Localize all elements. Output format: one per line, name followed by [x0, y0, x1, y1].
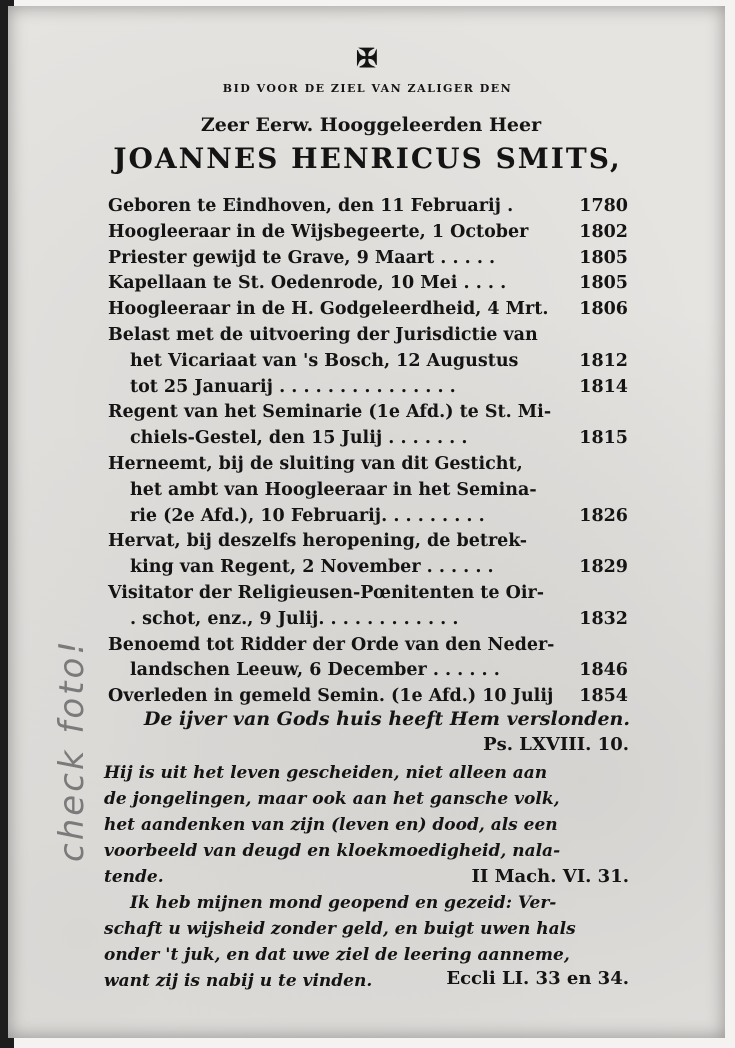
quote1-line: Hij is uit het leven gescheiden, niet alleen aan [104, 763, 548, 783]
timeline-entry [108, 323, 628, 347]
quote1-line: tende. [104, 867, 164, 887]
timeline-year: 1832 [579, 608, 628, 629]
quote1-line: voorbeeld van deugd en kloekmoedigheid, nala- [104, 841, 561, 861]
timeline-entry [130, 478, 628, 502]
timeline-entry [130, 426, 628, 450]
timeline-year: 1829 [579, 557, 628, 578]
timeline-entry [130, 555, 628, 579]
timeline-entry [130, 375, 628, 399]
quote1-line: het aandenken van zijn (leven en) dood, als een [104, 815, 558, 835]
timeline-text: Regent van het Seminarie (1e Afd.) te St. Mi- [108, 402, 552, 423]
timeline-entry [108, 633, 628, 657]
timeline-year: 1805 [579, 247, 628, 268]
timeline-year: 1802 [579, 221, 628, 242]
timeline-text: Belast met de uitvoering der Jurisdictie van [108, 325, 538, 345]
quote2-reference: Eccli LI. 33 en 34. [446, 968, 629, 989]
timeline-entry [108, 220, 628, 244]
timeline-text: Benoemd tot Ridder der Orde van den Neder- [108, 634, 555, 655]
timeline-text: chiels-Gestel, den 15 Julij . . . . . . . [130, 428, 468, 449]
quote2-line: schaft u wijsheid zonder geld, en buigt uwen hals [104, 919, 576, 939]
quote2-line: Ik heb mijnen mond geopend en gezeid: Ver- [130, 893, 557, 913]
timeline-entry [108, 271, 628, 295]
timeline-entry [108, 581, 628, 605]
motto-reference: Ps. LXVIII. 10. [483, 734, 629, 755]
scripture-motto: De ijver van Gods huis heeft Hem verslonden. [143, 708, 630, 730]
timeline-entry [108, 297, 628, 321]
timeline-entry [108, 529, 628, 553]
timeline-text: het Vicariaat van 's Bosch, 12 Augustus [130, 350, 519, 371]
timeline-text: Priester gewijd te Grave, 9 Maart . . . . . [108, 247, 496, 268]
cross-icon: ✠ [356, 44, 378, 74]
timeline-year: 1814 [579, 376, 628, 397]
timeline-entry [130, 349, 628, 373]
timeline-text: Hoogleeraar in de H. Godgeleerdheid, 4 Mrt. [108, 299, 549, 320]
timeline-text: rie (2e Afd.), 10 Februarij. . . . . . . . . [130, 505, 485, 526]
timeline-text: king van Regent, 2 November . . . . . . [130, 557, 494, 578]
timeline-text: het ambt van Hoogleeraar in het Semina- [130, 479, 537, 500]
timeline-entry [108, 684, 628, 708]
timeline-text: Herneemt, bij de sluiting van dit Gesticht, [108, 454, 523, 474]
timeline-text: Visitator der Religieusen-Pœnitenten te Oir- [108, 583, 544, 603]
deceased-name: JOANNES HENRICUS SMITS, [113, 142, 622, 175]
timeline-text: Hoogleeraar in de Wijsbegeerte, 1 October [108, 221, 529, 242]
timeline-year: 1846 [579, 660, 628, 681]
quote1-reference: II Mach. VI. 31. [471, 866, 629, 887]
quote2-line: want zij is nabij u te vinden. [104, 971, 373, 991]
quote1-line: de jongelingen, maar ook aan het gansche volk, [104, 789, 560, 809]
timeline-text: tot 25 Januarij . . . . . . . . . . . . . . . [130, 376, 456, 397]
timeline-year: 1854 [579, 686, 628, 707]
prayer-line: BID VOOR DE ZIEL VAN ZALIGER DEN [222, 82, 513, 95]
timeline-year: 1815 [579, 428, 628, 449]
timeline-entry [108, 194, 628, 218]
timeline-entry [108, 246, 628, 270]
timeline-year: 1806 [579, 299, 628, 320]
timeline-text: landschen Leeuw, 6 December . . . . . . [130, 660, 500, 681]
handwritten-note: check foto! [51, 638, 92, 862]
timeline-year: 1780 [579, 196, 628, 216]
timeline-year: 1805 [579, 273, 628, 294]
timeline-year: 1812 [579, 350, 628, 371]
timeline-entry [108, 400, 628, 424]
quote2-line: onder 't juk, en dat uwe ziel de leering aanneme, [104, 945, 570, 965]
timeline-text: Hervat, bij deszelfs heropening, de betrek- [108, 531, 527, 552]
timeline-year: 1826 [579, 505, 628, 526]
timeline-entry [130, 658, 628, 682]
honorific-title: Zeer Eerw. Hooggeleerden Heer [200, 114, 542, 136]
timeline-text: Geboren te Eindhoven, den 11 Februarij . [108, 196, 514, 216]
timeline-entry [108, 452, 628, 476]
timeline-text: Overleden in gemeld Semin. (1e Afd.) 10 Julij [108, 686, 554, 707]
timeline-entry [130, 607, 628, 631]
timeline-entry [130, 504, 628, 528]
timeline-text: . schot, enz., 9 Julij. . . . . . . . . . . . [130, 608, 459, 629]
timeline-text: Kapellaan te St. Oedenrode, 10 Mei . . . . [108, 273, 507, 294]
